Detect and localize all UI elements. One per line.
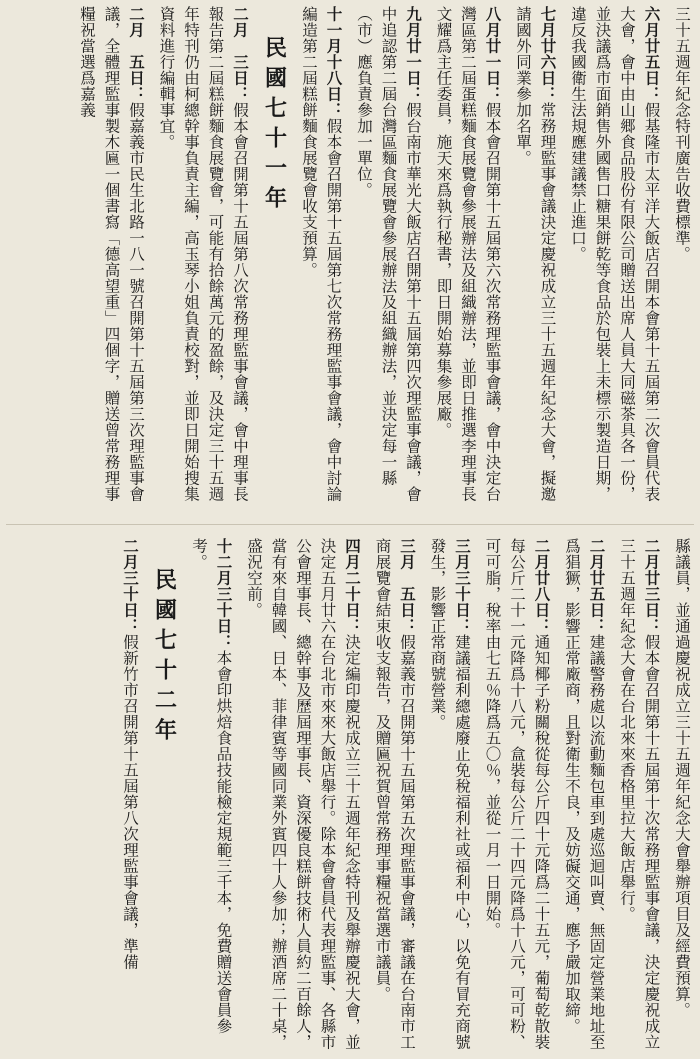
year-heading: 民國七十一年 bbox=[261, 36, 288, 216]
entry-date: 六月廿五日： bbox=[642, 6, 662, 102]
entry-date: 二月廿三日： bbox=[642, 538, 662, 634]
entry-date: 二月廿五日： bbox=[587, 538, 607, 634]
chronicle-entry bbox=[480, 538, 554, 1053]
bottom-text-block bbox=[6, 538, 694, 1053]
entry-text: 建議警務處以流動麵包車到處巡迴叫賣、無固定營業地址至爲猖獗，影響正常廠商，且對衛生不良，及妨礙交通，應予嚴加取締。 bbox=[563, 538, 606, 1050]
entry-text: 假本會召開第十五屆第十次常務理監事會議，決定慶祝成立三十五週年紀念大會在台北來來香格里拉大飯店舉行。 bbox=[618, 538, 661, 1050]
entry-date: 十二月三十日： bbox=[214, 538, 234, 650]
entry-text: 假本會召開第十五屆第八次常務理監事會議，會中理事長報告第二屆糕餅麵食展覽會，可能有拾餘萬元的盈餘，及決定三十五週年特刊仍由柯總幹事負責主編，高玉琴小姐負責校對，並即日開始搜集資料進行編輯事宜。 bbox=[157, 6, 249, 502]
chronicle-entry bbox=[187, 538, 236, 1053]
chronicle-entry bbox=[566, 6, 664, 514]
entry-text: 假本會召開第十五屆第六次常務理監事會議，會中決定台灣區第二屆蛋糕麵食展覽會參展辦法及組織辦法，並即日推選李理事長文耀爲主任委員，施天來爲執行秘書，即日開始募集參展廠。 bbox=[434, 6, 502, 502]
entry-text: 建議福利總處廢止免稅福利社或福利中心，以免有冒充商號發生，影響正常商號營業。 bbox=[428, 538, 471, 1050]
chronicle-entry bbox=[511, 6, 560, 514]
entry-text: 決定編印慶祝成立三十五週年紀念特刊及舉辦慶祝大會，並決定五月廿六在台北市來來大飯店舉行。除本會會員代表理監事、各縣市公會理事長、總幹事及歷屆理事長、資深優良糕餅技術人員約二百餘人，當有來自韓國、日本、菲律賓等國同業外賓四十人參加；辦酒席二十桌，盛況空前。 bbox=[245, 538, 361, 1050]
entry-date: 三月三十日： bbox=[453, 538, 472, 634]
chronicle-entry bbox=[75, 6, 149, 514]
top-text-block bbox=[6, 6, 694, 514]
entry-date: 二月 五日： bbox=[127, 6, 146, 102]
chronicle-entry bbox=[118, 538, 143, 1053]
chronicle-entry bbox=[560, 538, 609, 1053]
entry-text: 常務理監事會議決定慶祝成立三十五週年紀念大會，擬邀請國外同業參加名單。 bbox=[514, 6, 557, 502]
chronicle-entry bbox=[425, 538, 474, 1053]
section-divider bbox=[6, 524, 694, 525]
chronicle-entry bbox=[352, 6, 426, 514]
entry-text: 通知椰子粉關稅從每公斤四十元降爲二十五元，葡萄乾散裝每公斤二十一元降爲十八元，盒裝每公斤二十四元降爲十八元，可可粉、可可脂，稅率由七五％降爲五〇％，並從一月一日開始。 bbox=[483, 538, 551, 1050]
year-heading: 民國七十二年 bbox=[151, 568, 178, 748]
chronicle-entry bbox=[154, 6, 252, 514]
entry-text: 假嘉義市民生北路一八一號召開第十五屆第三次理監事會議，全體理監事製木匾一個書寫「德高望重」四個字，贈送曾常務理事糧祝當選爲嘉義 bbox=[78, 6, 145, 502]
continued-text: 三十五週年紀念特刊廣告收費標準。 bbox=[673, 6, 691, 262]
chronicle-entry bbox=[370, 538, 419, 1053]
entry-date: 十一月十八日： bbox=[324, 6, 344, 118]
entry-date: 九月廿一日： bbox=[404, 6, 423, 102]
entry-date: 二月 三日： bbox=[231, 6, 250, 102]
entry-text: 假本會召開第十五屆第七次常務理監事會議，會中討論編造第二屆糕餅麵食展覽會收支預算。 bbox=[300, 6, 343, 502]
chronicle-entry bbox=[615, 538, 664, 1053]
entry-text: 假嘉義市召開第十五屆第五次理監事會議，審議在台南市工商展覽會結束收支報告，及贈匾祝賀曾常務理事糧祝當選市議員。 bbox=[373, 538, 416, 1050]
chronicle-entry bbox=[431, 6, 505, 514]
entry-text: 假台南市華光大飯店召開第十五屆第四次理監事會議，會中追認第二屆台灣區麵食展覽會參展辦法及組織辦法，並決定每一縣（市）應負責參加一單位。 bbox=[355, 6, 422, 502]
chronicle-entry bbox=[242, 538, 365, 1053]
entry-text: 本會印烘焙食品技能檢定規範三千本，免費贈送會員參考。 bbox=[190, 538, 233, 1034]
chronicle-entry bbox=[297, 6, 346, 514]
entry-date: 二月三十日： bbox=[121, 538, 140, 634]
entry-date: 七月廿六日： bbox=[538, 6, 558, 102]
entry-date: 四月二十日： bbox=[343, 538, 362, 634]
entry-date: 三月 五日： bbox=[398, 538, 417, 634]
entry-date: 二月廿八日： bbox=[532, 538, 552, 634]
entry-text: 假新竹市召開第十五屆第八次理監事會議，準備 bbox=[121, 634, 139, 970]
continued-text: 縣議員，並通過慶祝成立三十五週年紀念大會舉辦項目及經費預算。 bbox=[673, 538, 691, 1018]
entry-text: 假基隆市太平洋大飯店召開本會第十五屆第二次會員代表大會，會中由山郷食品股份有限公司贈送出席人員大同磁茶具各一份，並決議爲市面銷售外國售口糖果餅乾等食品於包裝上未標示製造日期，違反我國衛生法規應建議禁止進口。 bbox=[569, 6, 661, 502]
entry-date: 八月廿一日： bbox=[483, 6, 503, 102]
